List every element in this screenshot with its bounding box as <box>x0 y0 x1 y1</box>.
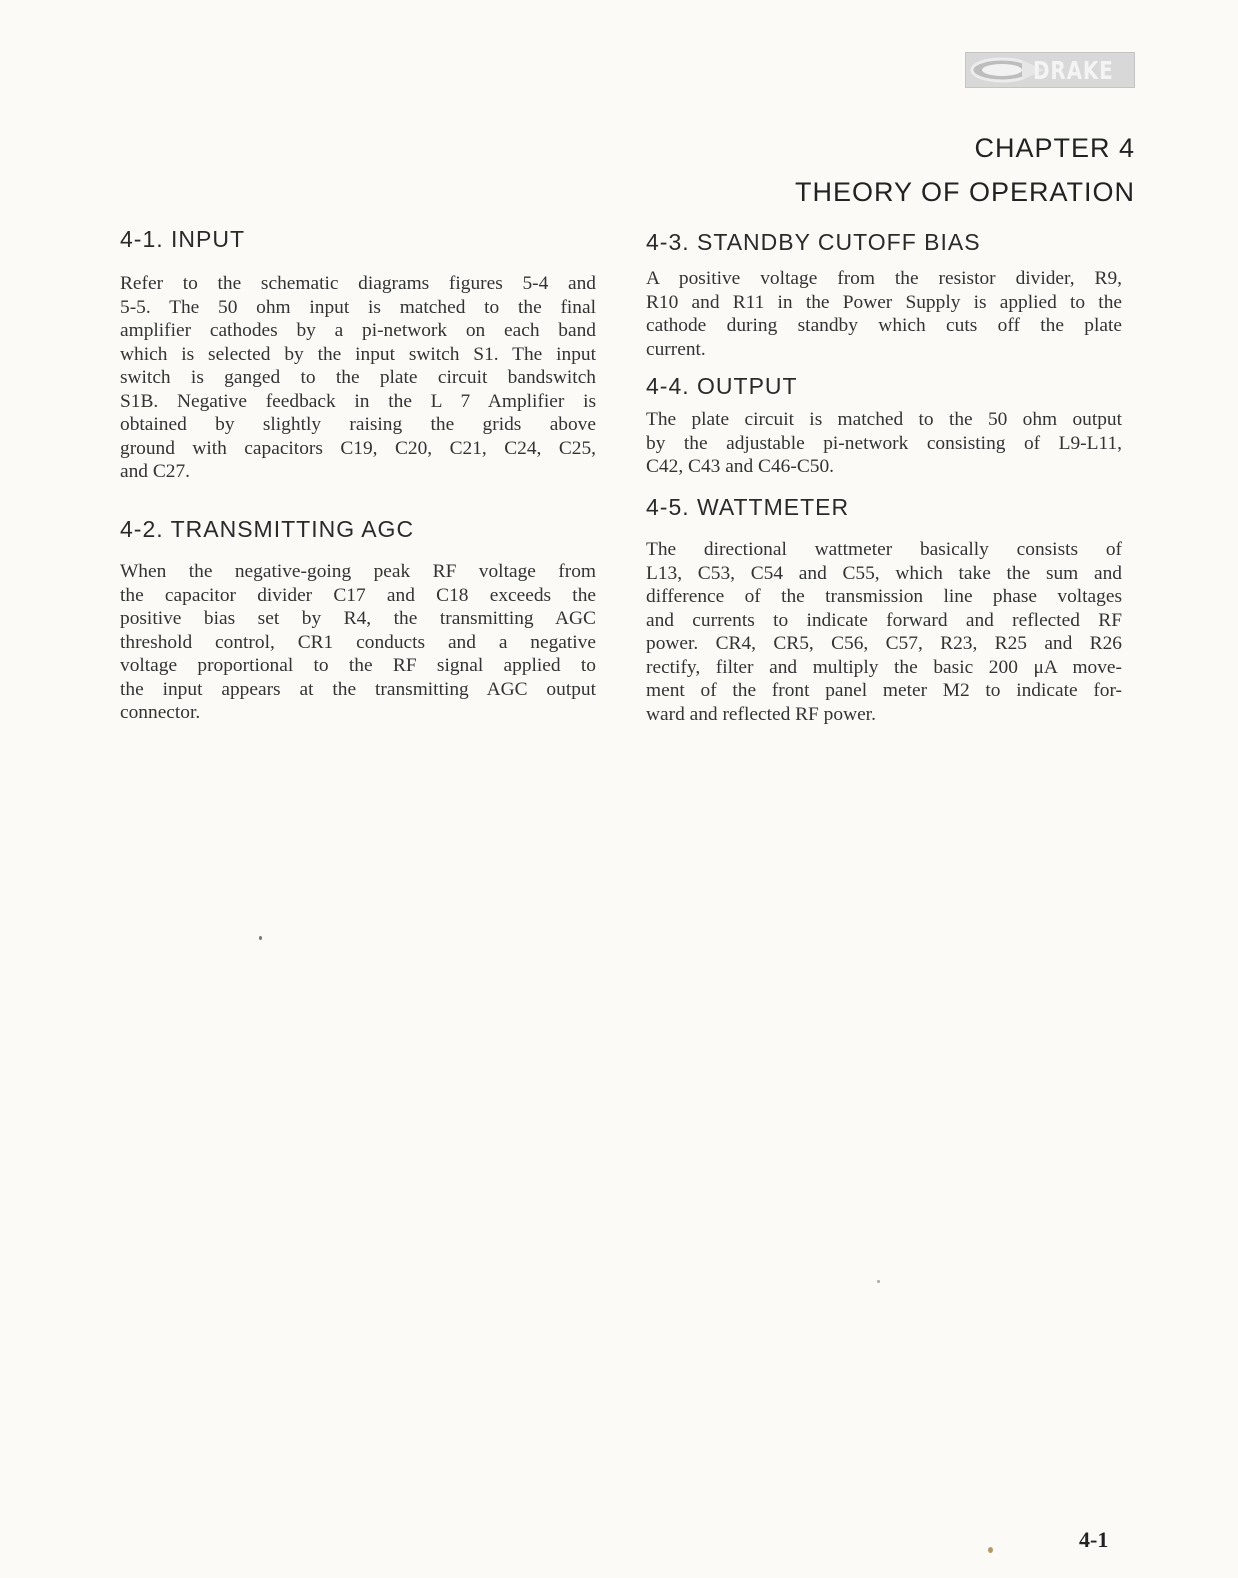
section-body-agc <box>120 560 596 725</box>
text-line: connector. <box>120 702 201 723</box>
drake-logo <box>965 52 1135 88</box>
chapter-number: CHAPTER 4 <box>974 133 1135 163</box>
text-line: The plate circuit is matched to the 50 ohm output <box>646 409 1122 430</box>
text-line: ground with capacitors C19, C20, C21, C24, C25, <box>120 437 596 459</box>
text-line: Refer to the schematic diagrams figures 5-4 and <box>120 273 596 294</box>
text-line: L13, C53, C54 and C55, which take the sum and <box>646 562 1122 584</box>
text-line: S1B. Negative feedback in the L 7 Amplifier is <box>120 390 596 412</box>
text-line: and currents to indicate forward and reflected RF <box>646 609 1122 631</box>
page-number: 4-1 <box>1079 1527 1109 1552</box>
text-line: voltage proportional to the RF signal applied to <box>120 655 596 676</box>
text-line: cathode during standby which cuts off the plate <box>646 315 1122 336</box>
text-line: amplifier cathodes by a pi-network on each band <box>120 320 596 341</box>
section-heading-input: 4-1. INPUT <box>120 226 246 252</box>
text-line: When the negative-going peak RF voltage from <box>120 561 596 582</box>
text-line: ment of the front panel meter M2 to indicate for- <box>646 680 1122 701</box>
scan-speck <box>877 1280 880 1283</box>
chapter-title: THEORY OF OPERATION <box>794 177 1135 207</box>
text-line: R10 and R11 in the Power Supply is applied to the <box>646 291 1122 313</box>
text-line: The directional wattmeter basically consists of <box>646 539 1122 560</box>
logo-emblem-icon <box>966 52 1031 88</box>
text-line: threshold control, CR1 conducts and a negative <box>120 631 596 653</box>
scan-speck <box>988 1547 993 1553</box>
text-line: A positive voltage from the resistor divider, R9, <box>646 268 1122 289</box>
text-line: current. <box>646 338 706 360</box>
text-line: C42, C43 and C46-C50. <box>646 456 834 477</box>
text-line: ward and reflected RF power. <box>646 703 876 725</box>
text-line: difference of the transmission line phase voltages <box>646 586 1122 607</box>
text-line: power. CR4, CR5, C56, C57, R23, R25 and R26 <box>646 633 1122 654</box>
text-line: rectify, filter and multiply the basic 200 μA move- <box>646 656 1122 678</box>
section-heading-agc: 4-2. TRANSMITTING AGC <box>120 516 415 542</box>
section-body-standby <box>646 267 1122 361</box>
text-line: by the adjustable pi-network consisting of L9-L11, <box>646 432 1122 454</box>
text-line: obtained by slightly raising the grids above <box>120 414 596 435</box>
scan-speck <box>259 936 262 940</box>
section-body-input <box>120 272 596 484</box>
text-line: and C27. <box>120 461 191 482</box>
section-body-output <box>646 408 1122 479</box>
section-body-wattmeter <box>646 538 1122 726</box>
text-line: positive bias set by R4, the transmitting AGC <box>120 608 596 629</box>
text-line: the capacitor divider C17 and C18 exceeds the <box>120 584 596 606</box>
section-heading-standby: 4-3. STANDBY CUTOFF BIAS <box>646 229 981 255</box>
text-line: switch is ganged to the plate circuit bandswitch <box>120 367 596 388</box>
section-heading-output: 4-4. OUTPUT <box>646 373 798 399</box>
text-line: the input appears at the transmitting AGC output <box>120 678 596 700</box>
logo-text: DRAKE <box>1033 55 1114 85</box>
text-line: which is selected by the input switch S1. The input <box>120 343 596 365</box>
section-heading-wattmeter: 4-5. WATTMETER <box>646 494 850 520</box>
text-line: 5-5. The 50 ohm input is matched to the final <box>120 296 596 318</box>
